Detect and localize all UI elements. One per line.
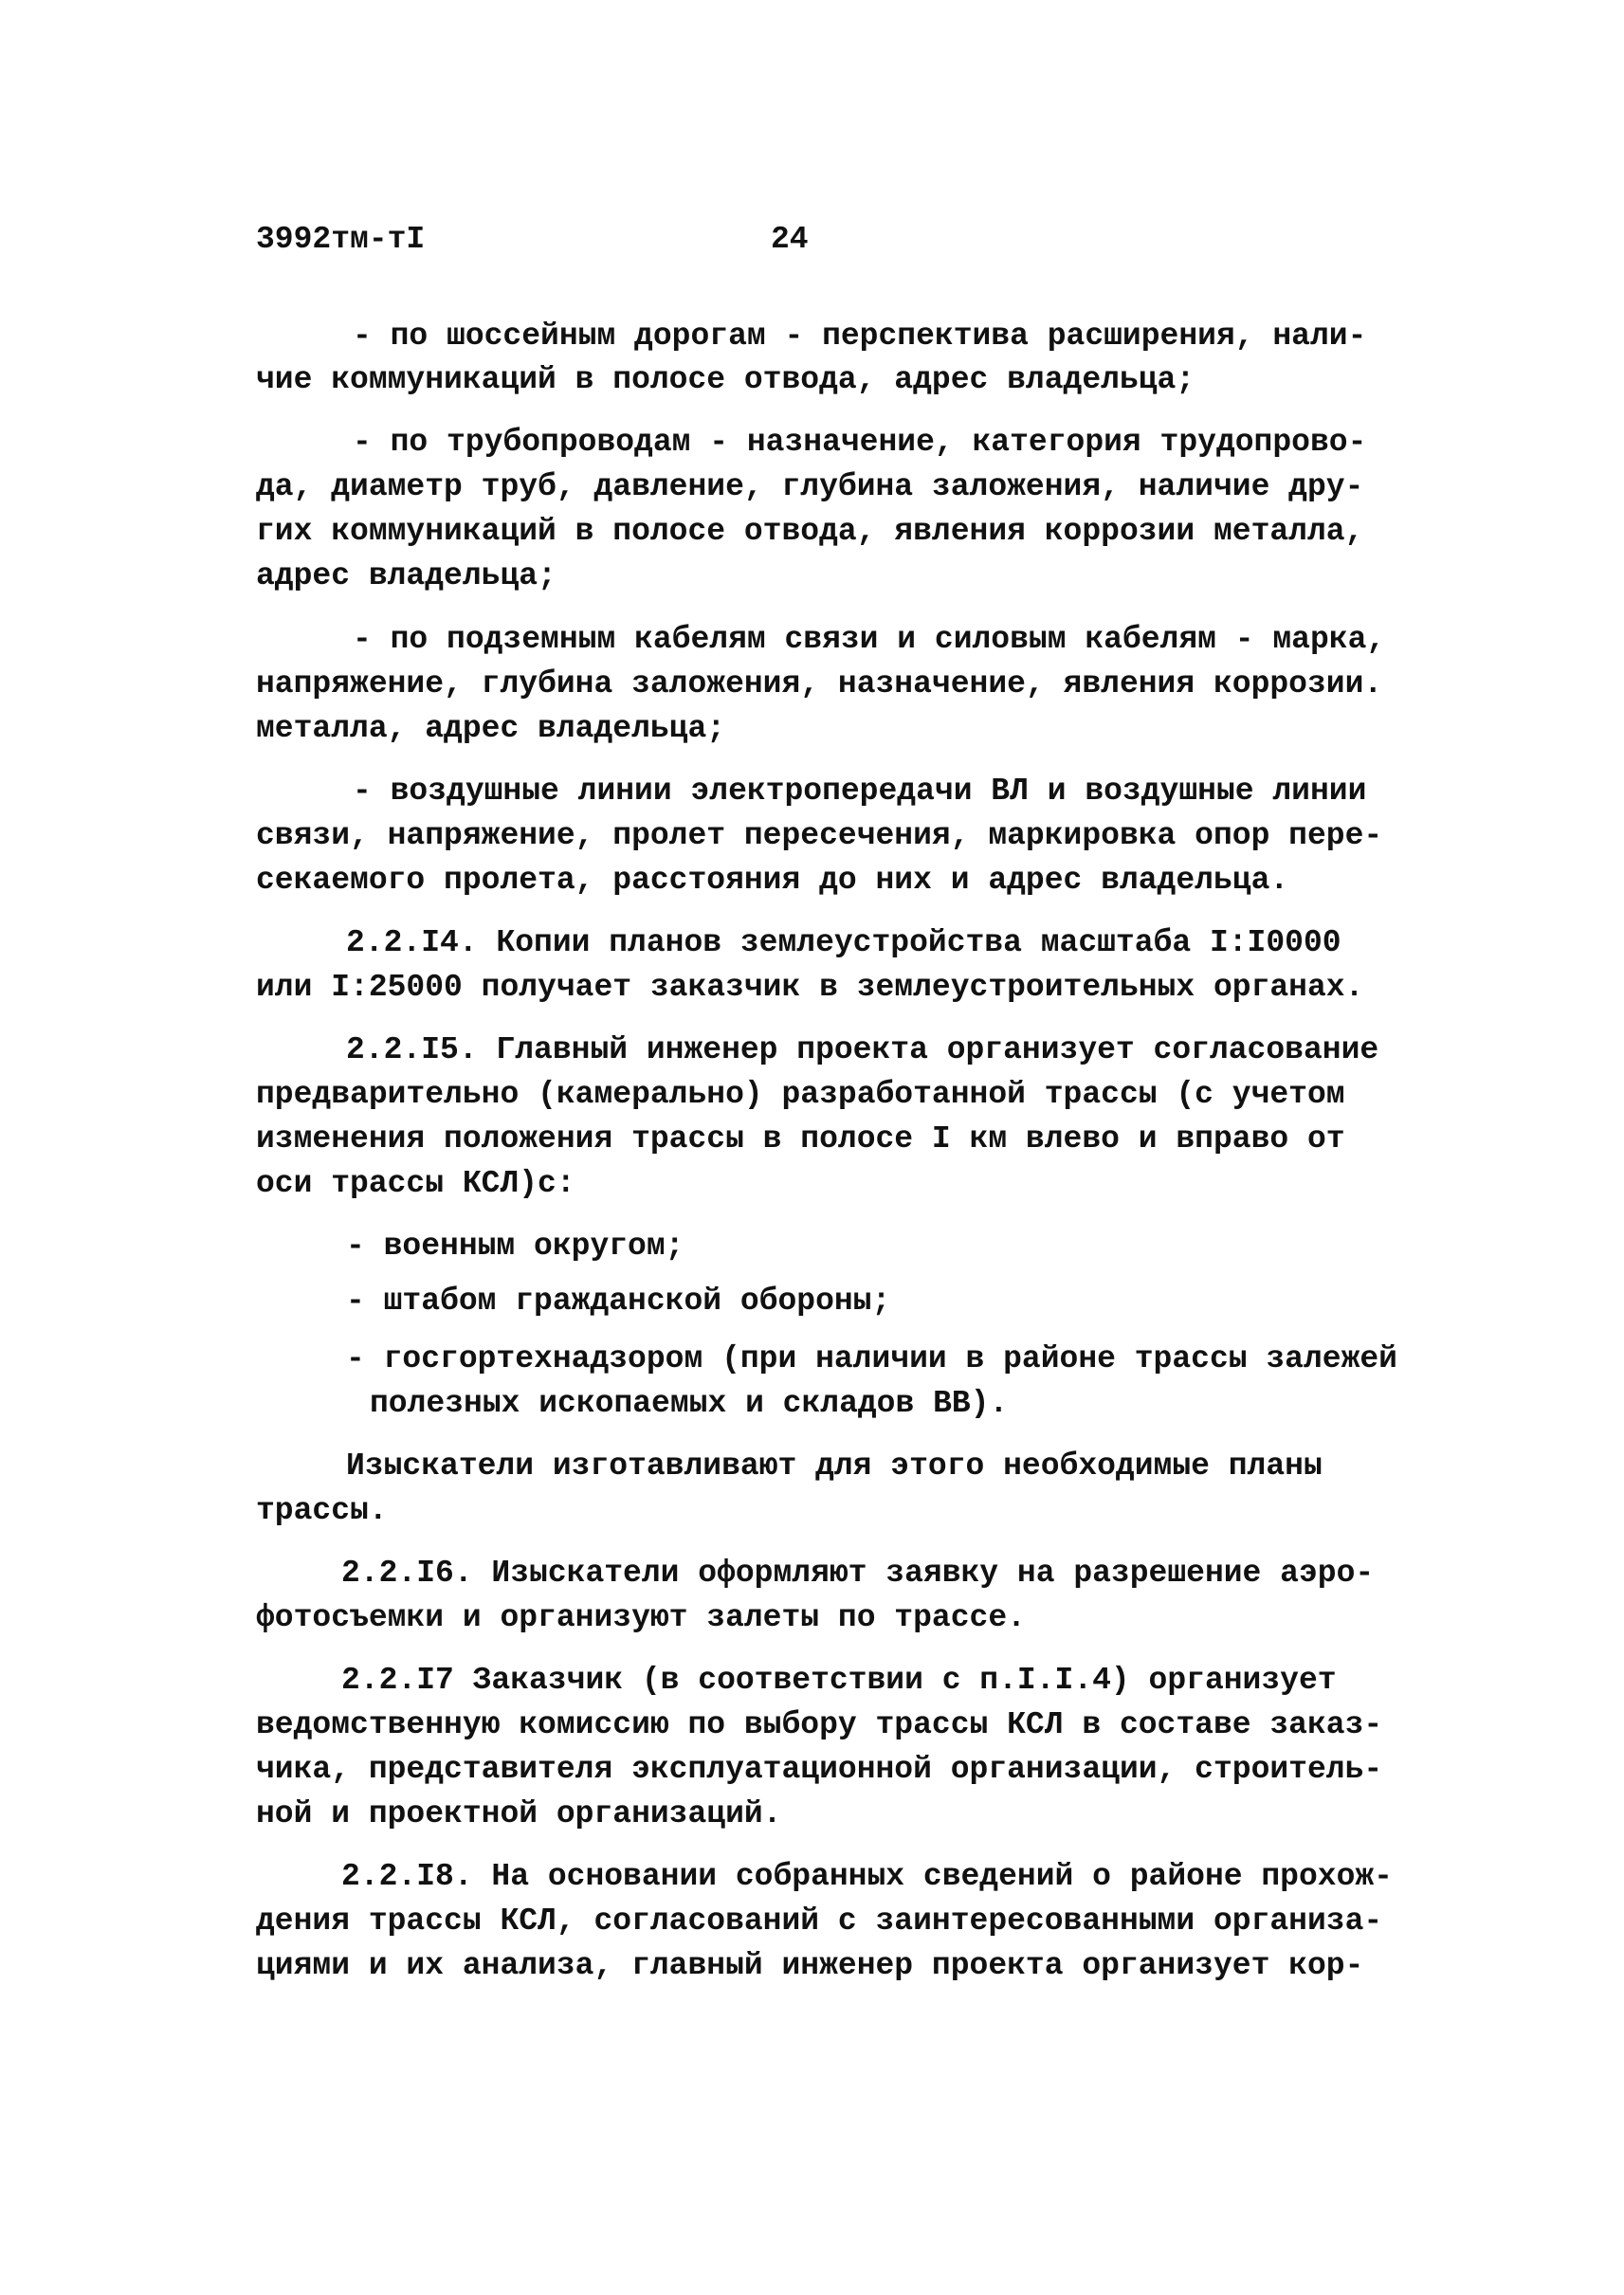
text-line: 2.2.I4. Копии планов землеустройства масштаба I:I0000 bbox=[346, 925, 1341, 960]
text-line: дения трассы КСЛ, согласований с заинтересованными организа- bbox=[256, 1903, 1383, 1939]
text-line: напряжение, глубина заложения, назначение, явления коррозии. bbox=[256, 666, 1383, 701]
text-line: предварительно (камерально) разработанной трассы (с учетом bbox=[256, 1077, 1345, 1112]
text-line: адрес владельца; bbox=[256, 558, 557, 593]
text-line: чие коммуникаций в полосе отвода, адрес владельца; bbox=[256, 362, 1195, 397]
document-code: 3992тм-тI bbox=[256, 222, 426, 257]
text-line: - воздушные линии электропередачи ВЛ и воздушные линии bbox=[353, 774, 1367, 809]
text-line: 2.2.I7 Заказчик (в соответствии с п.I.I.4) организует bbox=[341, 1663, 1337, 1698]
page-number: 24 bbox=[771, 222, 809, 257]
list-item: - госгортехнадзором (при наличии в районе трассы залежей bbox=[346, 1341, 1397, 1376]
text-line: изменения положения трассы в полосе I км влево и вправо от bbox=[256, 1121, 1345, 1157]
text-line: секаемого пролета, расстояния до них и адрес владельца. bbox=[256, 863, 1289, 898]
text-line: или I:25000 получает заказчик в землеустроительных органах. bbox=[256, 970, 1364, 1005]
text-line: ной и проектной организаций. bbox=[256, 1796, 782, 1831]
text-line: 2.2.I5. Главный инженер проекта организует согласование bbox=[346, 1032, 1379, 1067]
text-line: 2.2.I6. Изыскатели оформляют заявку на разрешение аэро- bbox=[341, 1556, 1375, 1591]
list-item: - военным округом; bbox=[346, 1229, 684, 1264]
list-item: - штабом гражданской обороны; bbox=[346, 1284, 891, 1319]
text-line: да, диаметр труб, давление, глубина заложения, наличие дру- bbox=[256, 469, 1364, 504]
text-line: Изыскатели изготавливают для этого необходимые планы bbox=[346, 1448, 1323, 1484]
text-line: - по подземным кабелям связи и силовым кабелям - марка, bbox=[353, 622, 1386, 657]
text-line: ведомственную комиссию по выбору трассы КСЛ в составе заказ- bbox=[256, 1707, 1383, 1742]
text-line: гих коммуникаций в полосе отвода, явления коррозии металла, bbox=[256, 514, 1364, 549]
text-line: - по шоссейным дорогам - перспектива расширения, нали- bbox=[353, 319, 1367, 354]
text-line: металла, адрес владельца; bbox=[256, 711, 726, 746]
list-item-continuation: полезных ископаемых и складов ВВ). bbox=[370, 1386, 1009, 1421]
text-line: 2.2.I8. На основании собранных сведений о районе прохож- bbox=[341, 1859, 1393, 1894]
text-line: оси трассы КСЛ)с: bbox=[256, 1166, 575, 1201]
text-line: - по трубопроводам - назначение, категория трудопрово- bbox=[353, 425, 1367, 460]
text-line: связи, напряжение, пролет пересечения, маркировка опор пере- bbox=[256, 818, 1383, 853]
text-line: трассы. bbox=[256, 1493, 388, 1528]
text-line: фотосъемки и организуют залеты по трассе. bbox=[256, 1600, 1026, 1635]
text-line: чика, представителя эксплуатационной организации, строитель- bbox=[256, 1752, 1383, 1787]
text-line: циями и их анализа, главный инженер проекта организует кор- bbox=[256, 1948, 1364, 1983]
